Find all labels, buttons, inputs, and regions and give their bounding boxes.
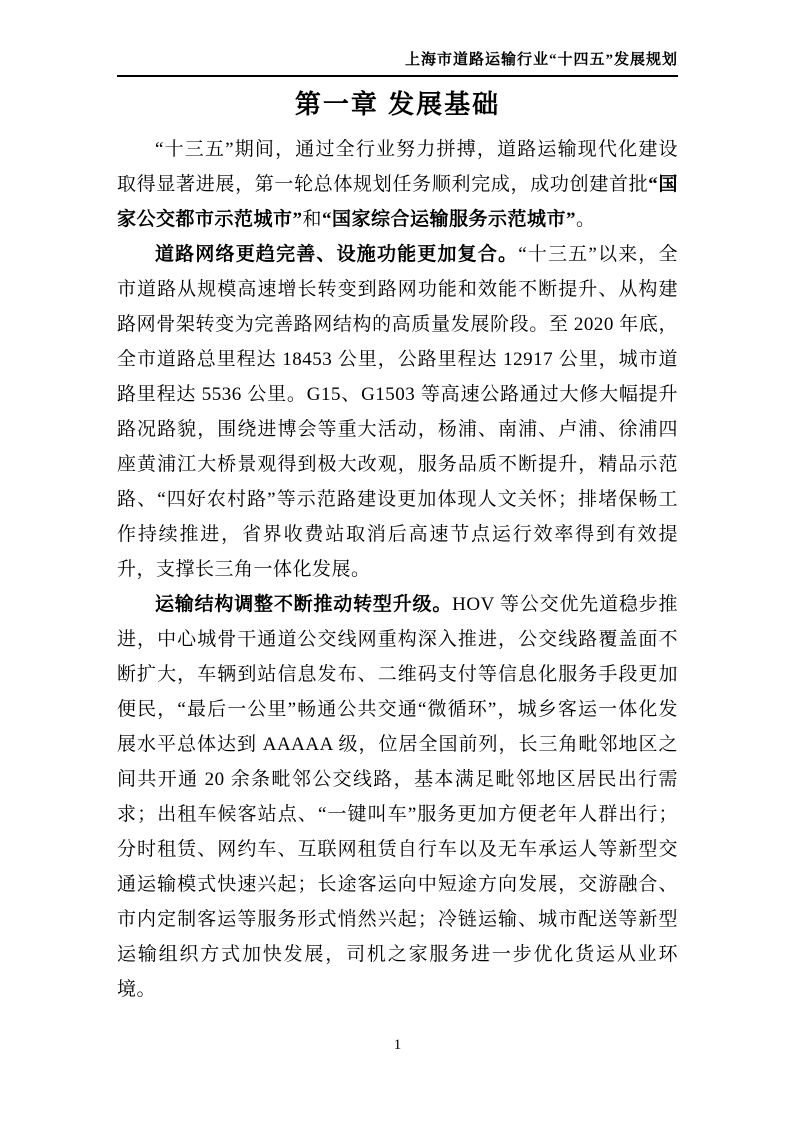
bold-term-comprehensive-transport-demo-city: “国家综合运输服务示范城市”	[322, 209, 577, 230]
paragraph-road-network-lead: 道路网络更趋完善、设施功能更加复合。	[155, 244, 519, 265]
paragraph-intro	[117, 132, 678, 237]
header-title: 上海市道路运输行业“十四五”发展规划	[404, 52, 678, 68]
paragraph-intro-connector: 和	[302, 209, 323, 230]
page-header	[117, 50, 678, 70]
paragraph-road-network	[117, 237, 678, 587]
paragraph-intro-period: 。	[576, 209, 596, 230]
page-footer	[117, 1035, 678, 1055]
bold-term-public-transit-demo-city: “国家公交都市示范城市”	[117, 174, 678, 230]
paragraph-transport-structure	[117, 587, 678, 1007]
chapter-title: 第一章 发展基础	[294, 89, 501, 119]
page-number: 1	[393, 1037, 402, 1053]
paragraph-intro-text: “十三五”期间，通过全行业努力拼搏，道路运输现代化建设取得显著进展，第一轮总体规划任务顺利完成，成功创建首批	[117, 139, 678, 195]
paragraph-transport-structure-text: HOV 等公交优先道稳步推进，中心城骨干通道公交线网重构深入推进，公交线路覆盖面不断扩大，车辆到站信息发布、二维码支付等信息化服务手段更加便民，“最后一公里”畅通公共交通“微循环”，城乡客运一体化发展水平总体达到 AAAAA 级，位居全国前列，长三角毗邻地区之间共开通 20 余条毗邻公交线路，基本满足毗邻地区居民出行需求；出租车候客站点、“一键叫车”服务更加方便老年人群出行；分时租赁、网约车、互联网租赁自行车以及无车承运人等新型交通运输模式快速兴起；长途客运向中短途方向发展，交游融合、市内定制客运等服务形式悄然兴起；冷链运输、城市配送等新型运输组织方式加快发展，司机之家服务进一步优化货运从业环境。	[117, 594, 678, 1000]
header-rule	[117, 75, 678, 77]
document-body	[117, 132, 678, 1007]
paragraph-transport-structure-lead: 运输结构调整不断推动转型升级。	[155, 594, 453, 615]
paragraph-road-network-text: “十三五”以来，全市道路从规模高速增长转变到路网功能和效能不断提升、从构建路网骨架转变为完善路网结构的高质量发展阶段。至 2020 年底，全市道路总里程达 18453 公里，公路里程达 12917 公里，城市道路里程达 5536 公里。G15、G1503 等高速公路通过大修大幅提升路况路貌，围绕进博会等重大活动，杨浦、南浦、卢浦、徐浦四座黄浦江大桥景观得到极大改观，服务品质不断提升，精品示范路、“四好农村路”等示范路建设更加体现人文关怀；排堵保畅工作持续推进，省界收费站取消后高速节点运行效率得到有效提升，支撑长三角一体化发展。	[117, 244, 678, 580]
